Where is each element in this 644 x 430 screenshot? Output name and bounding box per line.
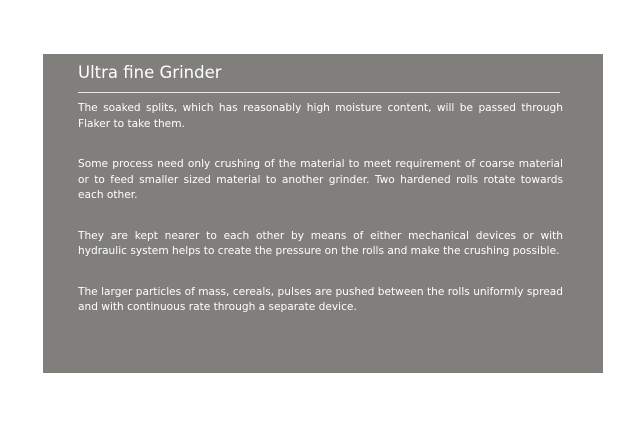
title-divider [78,92,560,93]
paragraph-1: The soaked splits, which has reasonably high moisture content, will be passed through Flaker to take them. [78,102,563,130]
body-text [78,101,563,341]
content-panel [43,54,603,373]
paragraph-3: They are kept nearer to each other by means of either mechanical devices or with hydraulic system helps to create the pressure on the rolls and make the crushing possible. [78,229,563,257]
paragraph-2: Some process need only crushing of the material to meet requirement of coarse material or to feed smaller sized material to another grinder. Two hardened rolls rotate towards each other. [78,158,563,201]
page-title: Ultra fine Grinder [78,63,222,82]
paragraph-4: The larger particles of mass, cereals, pulses are pushed between the rolls uniformly spread and with continuous rate through a separate device. [78,285,563,313]
